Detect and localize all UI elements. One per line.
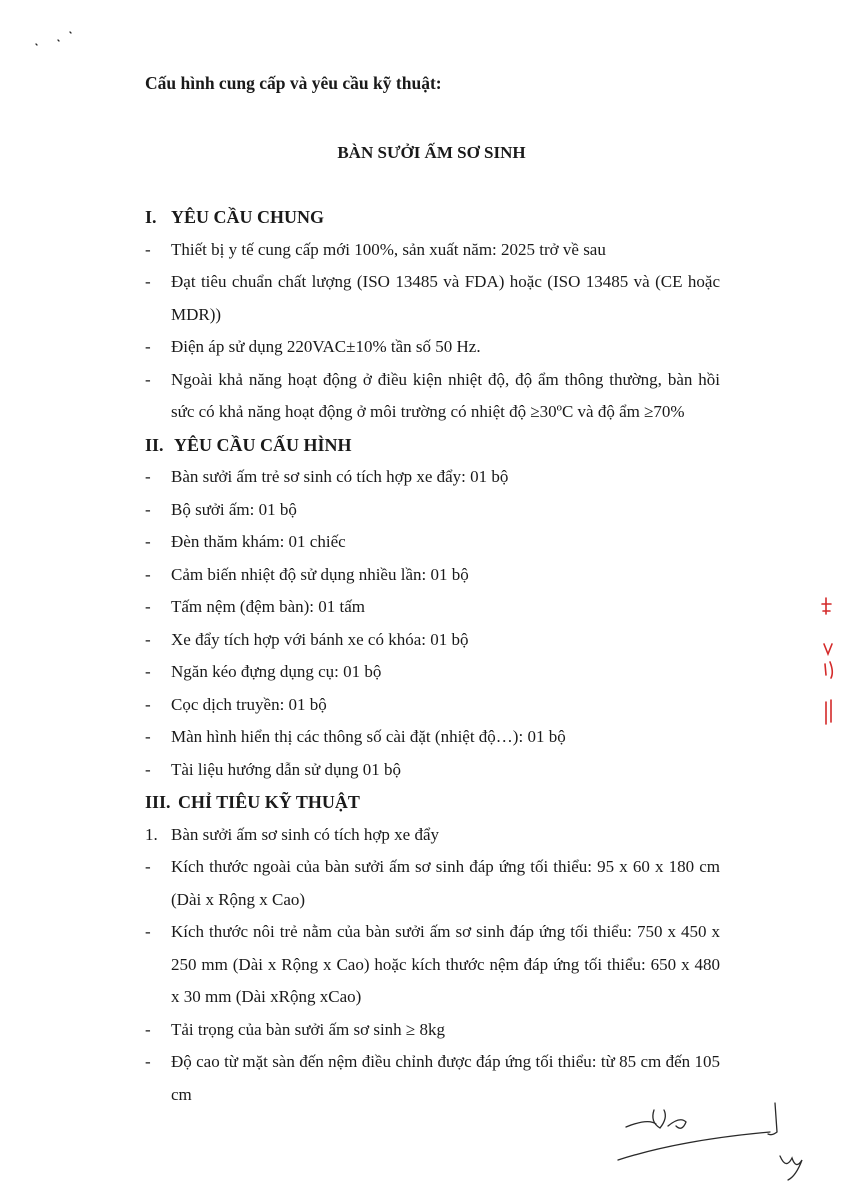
list-item-text: Cọc dịch truyền: 01 bộ [171,694,327,714]
bullet-dash: - [145,337,151,356]
list-item-text: Kích thước nôi trẻ nằm của bàn sưởi ấm sơ sinh đáp ứng tối thiểu: 750 x 450 x 250 mm (Dài x Rộng x Cao) hoặc kích thước nệm đáp ứng tối thiểu: 650 x 480 x 30 mm (Dài xRộng xCao) [171,922,720,1006]
bullet-dash: - [145,759,151,779]
list-item-text: Đèn thăm khám: 01 chiếc [171,532,346,551]
list-item-text: Tải trọng của bàn sưởi ấm sơ sinh ≥ 8kg [171,1019,446,1039]
bullet-dash: - [145,857,151,876]
list-item-text: Kích thước ngoài của bàn sưởi ấm sơ sinh đáp ứng tối thiểu: 95 x 60 x 180 cm (Dài x Rộng x Cao) [171,857,720,909]
list-item-text: Bộ sưởi ấm: 01 bộ [171,499,297,519]
list-item-text: Xe đẩy tích hợp với bánh xe có khóa: 01 bộ [171,629,469,649]
bullet-dash: - [145,597,151,616]
section-title: CHỈ TIÊU KỸ THUẬT [178,792,360,812]
list-item-text: Đạt tiêu chuẩn chất lượng (ISO 13485 và FDA) hoặc (ISO 13485 và (CE hoặc MDR)) [171,272,720,324]
section-number: III. [145,792,171,812]
section-title: YÊU CẦU CHUNG [171,207,324,227]
list-item-text: Điện áp sử dụng 220VAC±10% tần số 50 Hz. [171,337,481,356]
subheading-text: Bàn sưởi ấm sơ sinh có tích hợp xe đẩy [171,824,440,844]
bullet-dash: - [145,1052,151,1071]
bullet-dash: - [145,369,151,389]
bullet-dash: - [145,564,151,584]
list-item-text: Màn hình hiển thị các thông số cài đặt (nhiệt độ…): 01 bộ [171,727,566,746]
bullet-dash: - [145,727,151,746]
intro-heading: Cấu hình cung cấp và yêu cầu kỹ thuật: [145,73,442,93]
list-item-text: Thiết bị y tế cung cấp mới 100%, sản xuất năm: 2025 trở về sau [171,239,606,259]
document-title: BÀN SƯỞI ẤM SƠ SINH [337,143,526,162]
list-item-text: Tài liệu hướng dẫn sử dụng 01 bộ [171,759,401,779]
list-item-text: Cảm biến nhiệt độ sử dụng nhiều lần: 01 bộ [171,564,469,584]
bullet-dash: - [145,239,151,259]
list-item-text: Độ cao từ mặt sàn đến nệm điều chỉnh được đáp ứng tối thiểu: từ 85 cm đến 105 cm [171,1052,720,1104]
list-item-text: Bàn sưởi ấm trẻ sơ sinh có tích hợp xe đẩy: 01 bộ [171,467,509,486]
bullet-dash: - [145,499,151,519]
bullet-dash: - [145,1019,151,1039]
bullet-dash: - [145,532,151,551]
bullet-dash: - [145,922,151,941]
section-title: YÊU CẦU CẤU HÌNH [174,434,352,455]
section-number: I. [145,207,157,227]
bullet-dash: - [145,662,151,681]
list-item-text: Tấm nệm (đệm bàn): 01 tấm [171,597,366,616]
bullet-dash: - [145,629,151,649]
bullet-dash: - [145,467,151,486]
section-number: II. [145,434,164,455]
bullet-dash: - [145,694,151,714]
bullet-dash: - [145,272,151,291]
subheading-number: 1. [145,824,158,844]
list-item-text: Ngăn kéo đựng dụng cụ: 01 bộ [171,662,382,681]
list-item-text: Ngoài khả năng hoạt động ở điều kiện nhiệt độ, độ ẩm thông thường, bàn hồi sức có khả năng hoạt động ở môi trường có nhiệt độ ≥30ºC và độ ẩm ≥70% [171,369,720,421]
